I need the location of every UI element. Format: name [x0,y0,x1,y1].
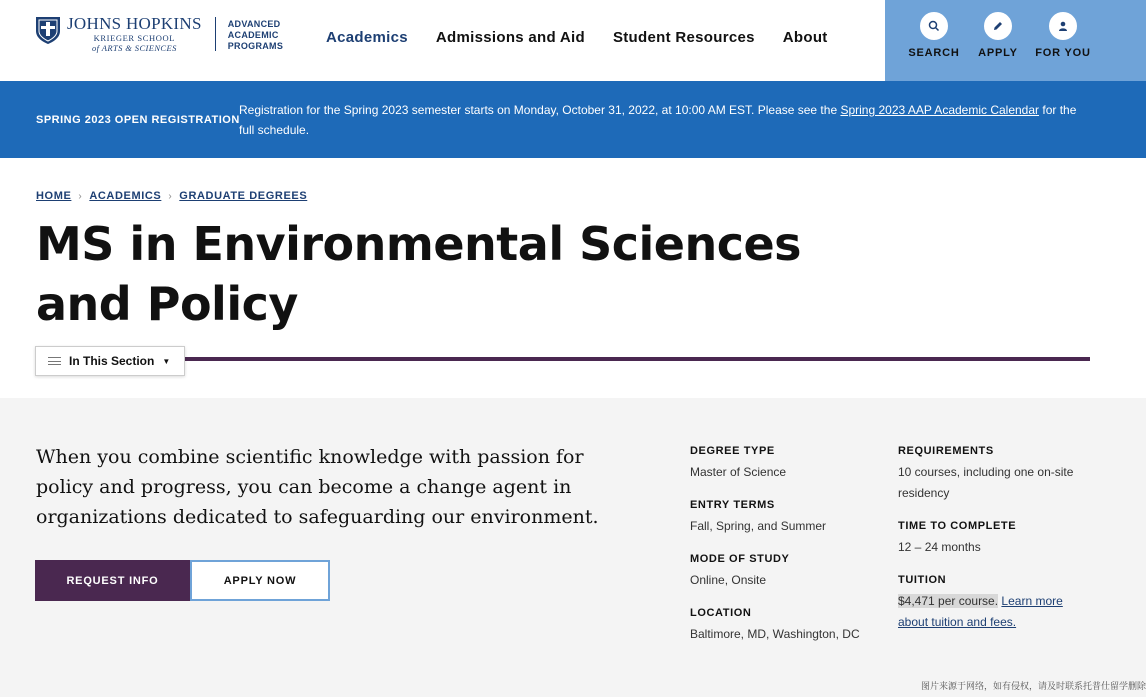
fact-value: Fall, Spring, and Summer [690,519,827,533]
fact-location [690,606,880,645]
logo-sub1: KRIEGER SCHOOL [93,33,176,43]
aap-line-3: PROGRAMS [227,41,284,51]
fact-value: Online, Onsite [690,573,767,587]
section-divider [185,357,1090,361]
chevron-right-icon: › [78,190,83,202]
fact-value: Master of Science [690,465,787,479]
apply-label: APPLY [978,47,1018,59]
logo-sub2: of ARTS & SCIENCES [92,43,177,53]
breadcrumb-academics[interactable]: ACADEMICS [89,190,162,202]
aap-wordmark [228,19,283,52]
intro-text: When you combine scientific knowledge with passion for policy and progress, you can become a change agent in organizations dedicated to safeguarding our environment. [36,446,599,528]
alert-text [239,100,1089,140]
fact-label: MODE OF STUDY [690,553,790,565]
fact-requirements [898,444,1093,504]
logo-main: JOHNS HOPKINS [67,14,202,33]
section-menu-label: In This Section [69,354,155,368]
fact-label: REQUIREMENTS [898,445,994,457]
for-you-label: FOR YOU [1035,47,1091,59]
shield-icon [34,15,62,45]
search-icon [920,12,948,40]
alert-title: SPRING 2023 OPEN REGISTRATION [36,114,240,126]
site-header [0,0,1146,81]
fact-entry-terms [690,498,880,537]
for-you-button[interactable] [1028,12,1098,59]
fact-value [898,591,1093,633]
search-label: SEARCH [908,47,960,59]
fact-value: 10 courses, including one on-site residency [898,465,1074,500]
registration-alert [0,81,1146,158]
fact-tuition [898,573,1093,633]
in-this-section-menu[interactable] [35,346,185,376]
breadcrumb-graduate-degrees[interactable]: GRADUATE DEGREES [179,190,308,202]
main-nav [326,29,856,46]
nav-student-resources[interactable]: Student Resources [612,29,755,46]
fact-label: LOCATION [690,607,752,619]
image-watermark: 图片来源于网络，如有侵权，请及时联系托普仕留学删除 [920,681,1146,691]
aap-line-2: ACADEMIC [227,30,279,40]
fact-label: ENTRY TERMS [690,499,775,511]
fact-value: 12 – 24 months [898,540,981,554]
person-icon [1049,12,1077,40]
fact-label: TUITION [898,574,947,586]
pencil-icon [984,12,1012,40]
alert-text-after: for the full schedule. [239,103,1077,137]
search-button[interactable] [899,12,969,59]
tuition-learn-more-link[interactable]: Learn more about tuition and fees. [898,594,1063,629]
chevron-right-icon: › [168,190,173,202]
fact-value: Baltimore, MD, Washington, DC [690,627,860,641]
jhu-logo[interactable] [34,15,283,57]
fact-label: DEGREE TYPE [690,445,775,457]
apply-now-button[interactable]: APPLY NOW [190,560,330,601]
tuition-amount: $4,471 per course. [898,594,999,608]
alert-text-before: Registration for the Spring 2023 semester starts on Monday, October 31, 2022, at 10:00 AM EST. Please see the [239,103,841,117]
nav-about[interactable]: About [782,29,828,46]
program-facts-col1 [690,444,880,660]
fact-label: TIME TO COMPLETE [898,520,1017,532]
nav-academics[interactable]: Academics [326,29,408,46]
aap-line-1: ADVANCED [227,19,281,29]
breadcrumb [36,190,307,202]
request-info-button[interactable]: REQUEST INFO [35,560,190,601]
apply-button[interactable] [963,12,1033,59]
nav-admissions-and-aid[interactable]: Admissions and Aid [435,29,585,46]
program-facts-col2 [898,444,1093,648]
academic-calendar-link[interactable]: Spring 2023 AAP Academic Calendar [840,103,1040,117]
fact-mode-of-study [690,552,880,591]
hamburger-icon [48,357,61,365]
utility-nav [885,0,1146,81]
page-title: MS in Environmental Sciences and Policy [36,217,802,331]
fact-time-to-complete [898,519,1093,558]
breadcrumb-home[interactable]: HOME [36,190,72,202]
program-overview [0,398,1146,697]
fact-degree-type [690,444,880,483]
caret-down-icon: ▼ [162,356,171,366]
logo-text [67,15,202,53]
logo-divider [215,17,216,51]
